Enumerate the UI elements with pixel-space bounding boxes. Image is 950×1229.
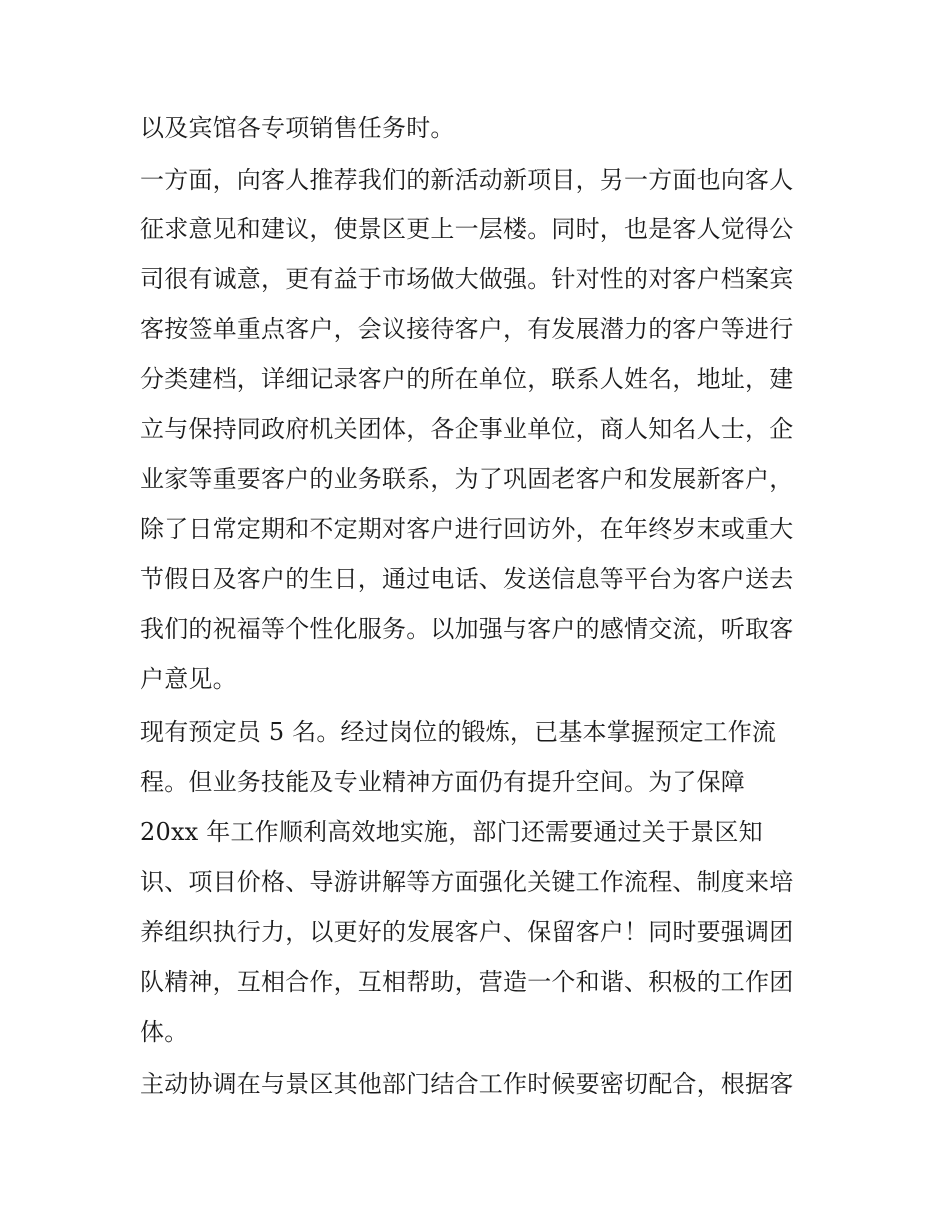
text-line: 除了日常定期和不定期对客户进行回访外，在年终岁末或重大 [140,515,794,543]
text-line: 20xx 年工作顺利高效地实施，部门还需要通过关于景区知 [140,818,763,846]
text-line: 以及宾馆各专项销售任务时。 [140,114,455,142]
text-line: 养组织执行力，以更好的发展客户、保留客户！同时要强调团 [140,918,794,946]
text-line: 识、项目价格、导游讲解等方面强化关键工作流程、制度来培 [140,868,794,896]
text-line: 程。但业务技能及专业精神方面仍有提升空间。为了保障 [140,768,745,796]
text-line: 主动协调在与景区其他部门结合工作时候要密切配合，根据客 [140,1070,794,1098]
text-line: 体。 [140,1018,189,1046]
text-line: 司很有诚意，更有益于市场做大做强。针对性的对客户档案宾 [140,265,794,293]
text-line: 征求意见和建议，使景区更上一层楼。同时，也是客人觉得公 [140,215,794,243]
text-line: 分类建档，详细记录客户的所在单位，联系人姓名，地址，建 [140,365,794,393]
text-line: 一方面，向客人推荐我们的新活动新项目，另一方面也向客人 [140,166,794,194]
text-line: 户意见。 [140,665,237,693]
text-line: 业家等重要客户的业务联系，为了巩固老客户和发展新客户， [140,465,794,493]
text-line: 立与保持同政府机关团体，各企事业单位，商人知名人士，企 [140,415,794,443]
text-line: 现有预定员 5 名。经过岗位的锻炼，已基本掌握预定工作流 [140,718,777,746]
text-line: 客按签单重点客户，会议接待客户，有发展潜力的客户等进行 [140,315,794,343]
text-line: 队精神，互相合作，互相帮助，营造一个和谐、积极的工作团 [140,968,794,996]
text-line: 节假日及客户的生日，通过电话、发送信息等平台为客户送去 [140,565,794,593]
text-line: 我们的祝福等个性化服务。以加强与客户的感情交流，听取客 [140,615,794,643]
